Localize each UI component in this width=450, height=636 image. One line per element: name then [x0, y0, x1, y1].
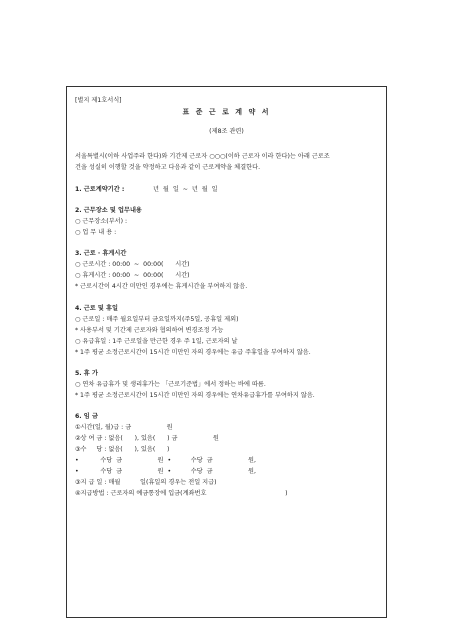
wage-hourly-line: ①시간(일, 월)급 : 금 원: [75, 424, 173, 431]
bonus-line: ②상 여 금 : 없음( ), 있음( ) 금 원: [75, 435, 219, 442]
document-title: 표 준 근 로 계 약 서: [182, 108, 271, 116]
intro-line-1: 서울특별시(이하 사업주라 한다)와 기간제 근로자 ○○○(이하 근로자 이라 한다)는 아래 근로조: [75, 153, 330, 160]
document-frame: [66, 86, 387, 618]
break-hours-line: ○ 휴게시간 : 00:00 ~ 00:00( 시간): [75, 272, 190, 279]
leave-note-line: * 1주 평균 소정근로시간이 15시간 미만인 자의 경우에는 연차유급휴가를 부여하지 않음.: [75, 392, 315, 399]
leave-line: ○ 연차 유급휴가 및 생리휴가는 「근로기준법」에서 정하는 바에 따름.: [75, 381, 266, 388]
payday-line: ③지 급 일 : 매월 일(휴일의 경우는 전일 지급): [75, 479, 217, 486]
allowance-line: ③수 당 : 없음( ), 있음( ): [75, 446, 170, 453]
contract-period-value: 년 월 일 ~ 년 월 일: [153, 186, 218, 193]
paid-holiday-line: ○ 유급휴일 : 1주 근로일을 만근한 경우 주 1일, 근로자의 날: [75, 338, 238, 345]
section-6-heading: 6. 임 금: [75, 413, 98, 420]
workplace-line: ○ 근무장소(부서) :: [75, 218, 128, 225]
workdays-line: ○ 근로일 : 매주 월요일부터 금요일까지(주5일, 공휴일 제외): [75, 316, 239, 323]
form-label: [별지 제1호서식]: [75, 97, 122, 104]
paid-holiday-note-line: * 1주 평균 소정근로시간이 15시간 미만인 자의 경우에는 유급 주휴일을 부여하지 않음.: [75, 349, 311, 356]
allowance-detail-line-1: • 수당 금 원 • 수당 금 원,: [75, 457, 256, 464]
section-1-heading: 1. 근로계약기간 :: [75, 186, 125, 193]
intro-line-2: 건을 성실히 이행할 것을 약정하고 다음과 같이 근로계약을 체결한다.: [75, 164, 261, 171]
section-5-heading: 5. 휴 가: [75, 370, 98, 377]
section-3-heading: 3. 근로 · 휴게시간: [75, 250, 127, 257]
payment-method-line: ④지급방법 : 근로자의 예금통장에 입금(계좌번호 ): [75, 490, 288, 497]
document-subtitle: (제8조 관련): [209, 128, 244, 135]
workdays-note-line: * 사용부서 및 기간제 근로자와 협의하여 변경조정 가능: [75, 327, 224, 334]
allowance-detail-line-2: • 수당 금 원 • 수당 금 원,: [75, 468, 256, 475]
section-4-heading: 4. 근로 및 휴일: [75, 305, 119, 312]
work-hours-line: ○ 근로시간 : 00:00 ~ 00:00( 시간): [75, 261, 190, 268]
break-note-line: * 근로시간이 4시간 미만인 경우에는 휴게시간을 부여하지 않음.: [75, 283, 248, 290]
job-description-line: ○ 업 무 내 용 :: [75, 229, 117, 236]
section-2-heading: 2. 근무장소 및 업무내용: [75, 207, 142, 214]
